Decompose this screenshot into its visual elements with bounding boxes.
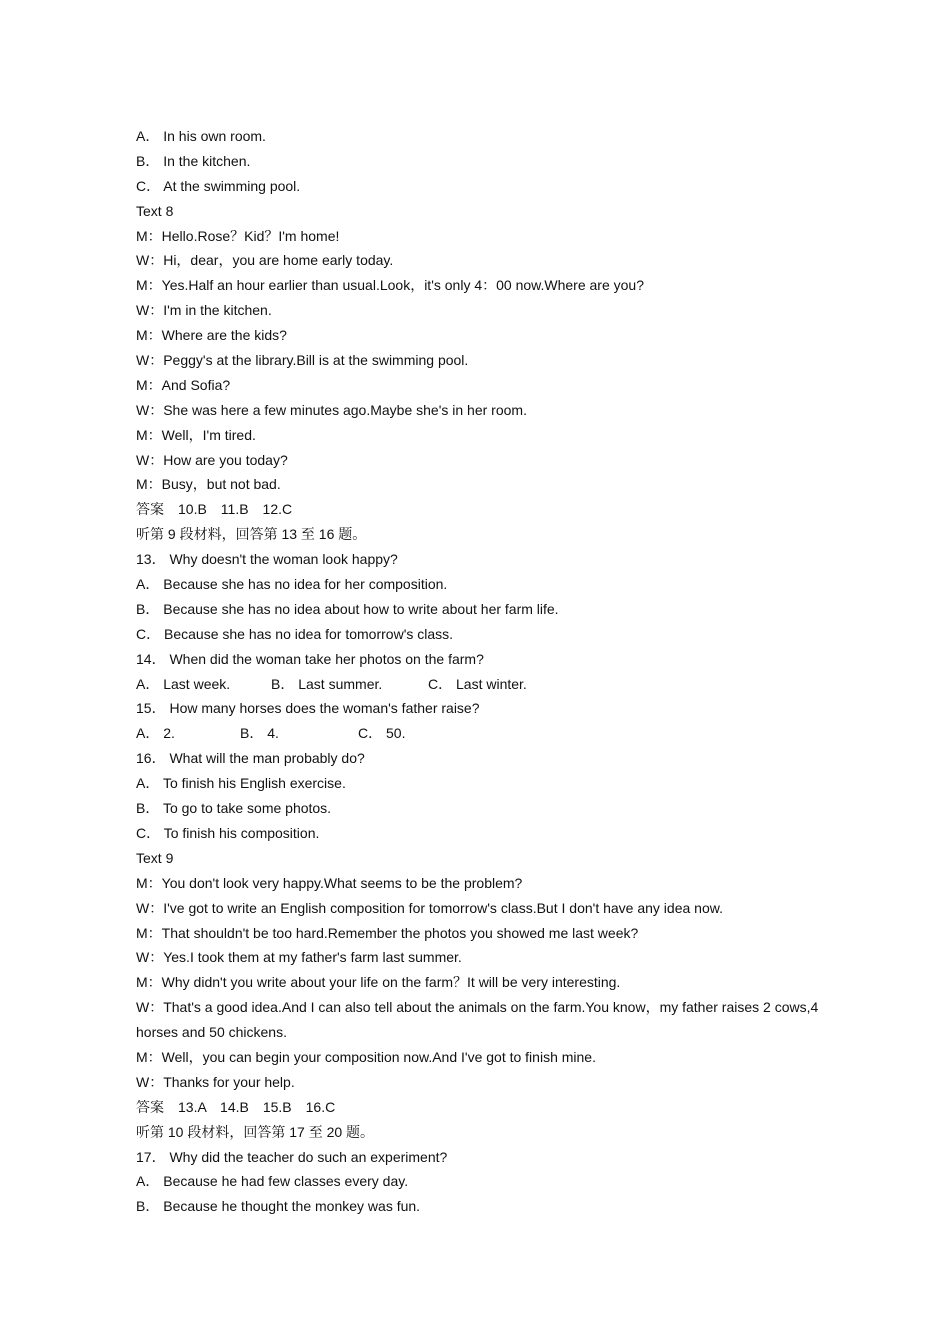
answer-option: B． Because he thought the monkey was fun. <box>136 1198 421 1215</box>
question-stem: 14． When did the woman take her photos on the farm? <box>136 650 484 667</box>
dialogue-line: W：Peggy's at the library.Bill is at the swimming pool. <box>136 352 469 369</box>
dialogue-line: W：She was here a few minutes ago.Maybe she's in her room. <box>136 401 527 418</box>
answer-key: 答案 13.A 14.B 15.B 16.C <box>136 1098 336 1115</box>
section-heading: Text 8 <box>136 202 174 219</box>
dialogue-line: M：And Sofia? <box>136 376 231 393</box>
answer-option: A． To finish his English exercise. <box>136 775 346 792</box>
dialogue-line: W：Hi，dear，you are home early today. <box>136 252 394 269</box>
answer-option: B． 4. <box>240 725 279 742</box>
answer-option: A． 2. <box>136 725 175 742</box>
question-stem: 13． Why doesn't the woman look happy? <box>136 551 398 568</box>
question-stem: 16． What will the man probably do? <box>136 750 365 767</box>
dialogue-line: M：Why didn't you write about your life on the farm？It will be very interesting. <box>136 974 621 991</box>
answer-option: C． Last winter. <box>428 675 527 692</box>
dialogue-line: M：Yes.Half an hour earlier than usual.Look，it's only 4：00 now.Where are you? <box>136 277 644 294</box>
dialogue-line: W：That's a good idea.And I can also tell about the animals on the farm.You know，my father raises 2 cows,4 horses and 50 chickens. <box>136 999 819 1041</box>
question-14-options <box>136 672 826 697</box>
dialogue-line: M：Hello.Rose？Kid？I'm home! <box>136 227 340 244</box>
answer-option: B． To go to take some photos. <box>136 800 332 817</box>
dialogue-line: M：Well，you can begin your composition now.And I've got to finish mine. <box>136 1048 596 1065</box>
question-stem: 17． Why did the teacher do such an experiment? <box>136 1148 448 1165</box>
dialogue-line: M：Busy，but not bad. <box>136 476 281 493</box>
answer-option: A． Last week. <box>136 675 231 692</box>
question-stem: 15． How many horses does the woman's father raise? <box>136 700 480 717</box>
dialogue-line: W：Yes.I took them at my father's farm last summer. <box>136 949 462 966</box>
section-instruction: 听第 10 段材料，回答第 17 至 20 题。 <box>136 1123 375 1140</box>
dialogue-line: W：Thanks for your help. <box>136 1073 295 1090</box>
dialogue-line: W：I'm in the kitchen. <box>136 302 272 319</box>
document-page <box>136 124 826 1219</box>
dialogue-line: M：That shouldn't be too hard.Remember the photos you showed me last week? <box>136 924 639 941</box>
dialogue-line: W：I've got to write an English composition for tomorrow's class.But I don't have any idea now. <box>136 899 723 916</box>
answer-option: C． 50. <box>358 725 406 742</box>
answer-option: A． Because he had few classes every day. <box>136 1173 409 1190</box>
answer-option: A． In his own room. <box>136 128 266 144</box>
section-instruction: 听第 9 段材料，回答第 13 至 16 题。 <box>136 526 367 543</box>
dialogue-line: M：Where are the kids? <box>136 327 287 344</box>
answer-option: B． Because she has no idea about how to write about her farm life. <box>136 600 559 617</box>
answer-option: B． In the kitchen. <box>136 152 251 169</box>
question-15-options <box>136 721 826 746</box>
answer-option: B． Last summer. <box>271 675 383 692</box>
answer-option: A． Because she has no idea for her composition. <box>136 576 448 593</box>
section-heading: Text 9 <box>136 849 174 866</box>
dialogue-line: M：You don't look very happy.What seems to be the problem? <box>136 874 523 891</box>
dialogue-line: M：Well，I'm tired. <box>136 426 256 443</box>
answer-key: 答案 10.B 11.B 12.C <box>136 501 293 518</box>
answer-option: C． To finish his composition. <box>136 824 320 841</box>
answer-option: C． Because she has no idea for tomorrow's class. <box>136 625 454 642</box>
answer-option: C． At the swimming pool. <box>136 177 301 194</box>
dialogue-line: W：How are you today? <box>136 451 288 468</box>
